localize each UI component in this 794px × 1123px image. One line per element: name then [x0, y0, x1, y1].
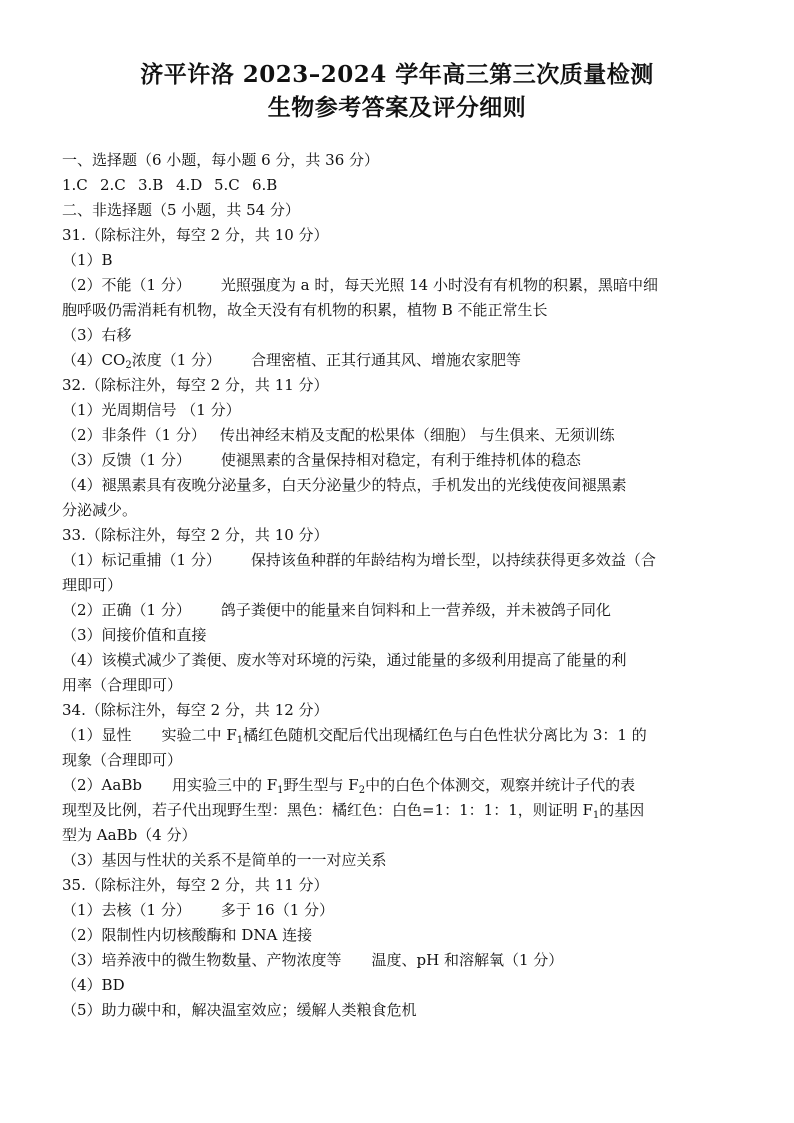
q34-answer-1-p2: 橘红色随机交配后代出现橘红色与白色性状分离比为 3：1 的 [243, 726, 647, 744]
answer-content [62, 148, 752, 1023]
q34-answer-2-line2 [62, 798, 752, 823]
q34-answer-2-line1 [62, 773, 752, 798]
q31-answer-4-pre: （4）CO [62, 351, 126, 369]
q31-heading: 31.（除标注外，每空 2 分，共 10 分） [62, 226, 329, 244]
part1-heading: 一、选择题（6 小题，每小题 6 分，共 36 分） [62, 151, 380, 169]
q33-answer-1-body: 保持该鱼种群的年龄结构为增长型，以持续获得更多效益（合 [250, 551, 656, 569]
q32-answer-4-line1: （4）褪黑素具有夜晚分泌量多，白天分泌量少的特点，手机发出的光线使夜间褪黑素 [62, 476, 627, 494]
q34-answer-2-l2-p2: 的基因 [599, 801, 645, 819]
q32-answer-3-head: （3）反馈（1 分） [62, 451, 191, 469]
q35-answer-1 [62, 898, 752, 923]
mc-answer-6: 6.B [252, 176, 278, 194]
q31-answer-4-post: 合理密植、正其行通其风、增施农家肥等 [251, 351, 522, 369]
q32-answer-2-body: 传出神经末梢及支配的松果体（细胞） 与生俱来、无须训练 [219, 426, 615, 444]
q32-answer-4-line2: 分泌减少。 [62, 501, 138, 519]
page-title: 济平许洛 2023–2024 学年高三第三次质量检测 [140, 61, 654, 88]
q35-answer-1-head: （1）去核（1 分） [62, 901, 191, 919]
q34-answer-1-line2: 现象（合理即可） [62, 751, 183, 769]
q31-answer-3: （3）右移 [62, 326, 132, 344]
q34-answer-3: （3）基因与性状的关系不是简单的一一对应关系 [62, 851, 387, 869]
q33-heading: 33.（除标注外，每空 2 分，共 10 分） [62, 526, 329, 544]
q31-answer-4-mid: 浓度（1 分） [131, 351, 222, 369]
q33-answer-2 [62, 598, 752, 623]
mc-answer-row [62, 173, 752, 198]
mc-answer-1: 1.C [62, 176, 88, 194]
q32-answer-3 [62, 448, 752, 473]
q32-answer-3-body: 使褪黑素的含量保持相对稳定，有利于维持机体的稳态 [220, 451, 581, 469]
q32-answer-2 [62, 423, 752, 448]
q34-answer-1-line1 [62, 723, 752, 748]
q35-heading: 35.（除标注外，每空 2 分，共 11 分） [62, 876, 329, 894]
q32-answer-2-head: （2）非条件（1 分） [62, 426, 206, 444]
q33-answer-1-head: （1）标记重捕（1 分） [62, 551, 221, 569]
q33-answer-1-line1 [62, 548, 752, 573]
q35-answer-3 [62, 948, 752, 973]
q34-answer-1-p1: 实验二中 F [161, 726, 237, 744]
q33-answer-2-head: （2）正确（1 分） [62, 601, 191, 619]
q34-answer-2-sub2: 2 [358, 785, 366, 796]
q34-answer-2-line3: 型为 AaBb（4 分） [62, 826, 197, 844]
q33-answer-4-line2: 用率（合理即可） [62, 676, 183, 694]
q34-answer-1-sub: 1 [236, 735, 244, 746]
q34-answer-2-l2-sub: 1 [592, 810, 600, 821]
q34-heading: 34.（除标注外，每空 2 分，共 12 分） [62, 701, 329, 719]
q33-answer-2-body: 鸽子粪便中的能量来自饲料和上一营养级，并未被鸽子同化 [220, 601, 611, 619]
q31-answer-4 [62, 348, 752, 373]
q35-answer-1-body: 多于 16（1 分） [220, 901, 335, 919]
q31-answer-2-head: （2）不能（1 分） [62, 276, 191, 294]
q34-answer-2-l2-p1: 现型及比例，若子代出现野生型：黑色：橘红色：白色=1：1：1：1，则证明 F [62, 801, 593, 819]
q34-answer-2-p3: 中的白色个体测交，观察并统计子代的表 [365, 776, 636, 794]
q31-answer-2-line1 [62, 273, 752, 298]
q35-answer-3-body: 温度、pH 和溶解氧（1 分） [371, 951, 564, 969]
q34-answer-2-p1: 用实验三中的 F [171, 776, 278, 794]
mc-answer-3: 3.B [138, 176, 164, 194]
q35-answer-5: （5）助力碳中和，解决温室效应；缓解人类粮食危机 [62, 1001, 417, 1019]
q35-answer-2: （2）限制性内切核酸酶和 DNA 连接 [62, 926, 313, 944]
q33-answer-3: （3）间接价值和直接 [62, 626, 207, 644]
q34-answer-2-head: （2）AaBb [62, 776, 142, 794]
q34-answer-2-p2: 野生型与 F [283, 776, 359, 794]
q31-answer-1: （1）B [62, 251, 113, 269]
q35-answer-4: （4）BD [62, 976, 125, 994]
q32-heading: 32.（除标注外，每空 2 分，共 11 分） [62, 376, 329, 394]
q31-answer-4-sub: 2 [125, 360, 132, 371]
mc-answer-5: 5.C [214, 176, 240, 194]
q33-answer-4-line1: （4）该模式减少了粪便、废水等对环境的污染，通过能量的多级利用提高了能量的利 [62, 651, 627, 669]
q33-answer-1-line2: 理即可） [62, 576, 123, 594]
q34-answer-1-head: （1）显性 [62, 726, 132, 744]
q31-answer-2-line2: 胞呼吸仍需消耗有机物，故全天没有有机物的积累，植物 B 不能正常生长 [62, 301, 548, 319]
q31-answer-2-body: 光照强度为 a 时，每天光照 14 小时没有有机物的积累，黑暗中细 [220, 276, 658, 294]
page-subtitle: 生物参考答案及评分细则 [267, 94, 527, 121]
part2-heading: 二、非选择题（5 小题，共 54 分） [62, 201, 300, 219]
mc-answer-2: 2.C [100, 176, 126, 194]
q32-answer-1: （1）光周期信号 （1 分） [62, 401, 241, 419]
q34-answer-2-sub1: 1 [277, 785, 284, 796]
mc-answer-4: 4.D [176, 176, 203, 194]
q35-answer-3-head: （3）培养液中的微生物数量、产物浓度等 [62, 951, 342, 969]
